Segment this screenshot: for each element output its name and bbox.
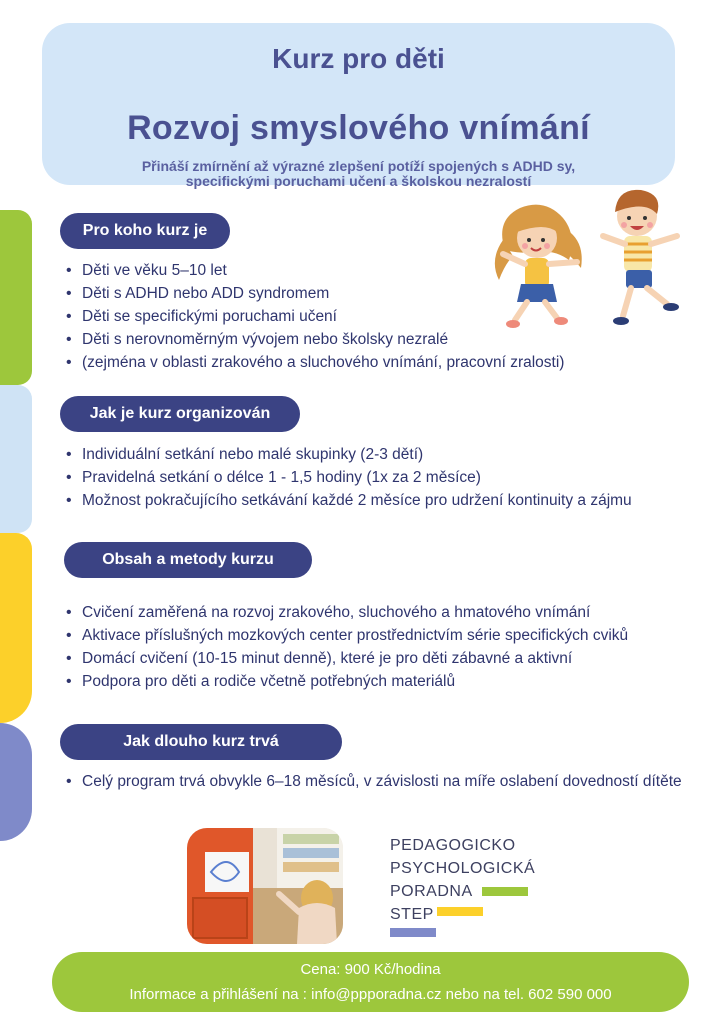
list-item: • Individuální setkání nebo malé skupinky (2-3 dětí) — [62, 443, 632, 466]
organization-list — [62, 443, 632, 512]
list-item: • Domácí cvičení (10-15 minut denně), které je pro děti zábavné a aktivní — [62, 647, 628, 670]
side-bar-yellow — [0, 533, 32, 723]
header-kicker: Kurz pro děti — [272, 43, 445, 74]
subtitle-line-1: Přináší zmírnění až výrazné zlepšení potíží spojených s ADHD sy, — [141, 158, 576, 174]
logo-line-4: STEP — [390, 906, 434, 923]
logo-line-3: PORADNA — [390, 883, 473, 900]
list-item: • Děti ve věku 5–10 let — [62, 259, 564, 282]
logo-bar-violet — [390, 928, 436, 937]
footer-banner — [52, 952, 689, 1012]
list-item: • Děti se specifickými poruchami učení — [62, 305, 564, 328]
footer-price: Cena: 900 Kč/hodina — [300, 961, 441, 978]
list-item: • Děti s ADHD nebo ADD syndromem — [62, 282, 564, 305]
list-item: • Cvičení zaměřená na rozvoj zrakového, sluchového a hmatového vnímání — [62, 601, 628, 624]
side-bar-violet — [0, 723, 32, 841]
who-list — [62, 259, 564, 374]
header-card — [42, 23, 675, 189]
child-photo — [187, 828, 343, 944]
subtitle-line-2: specifickými poruchami učení a školskou nezralostí — [185, 173, 532, 189]
section-heading-duration: Jak dlouho kurz trvá — [60, 724, 342, 760]
side-bar-blue — [0, 385, 32, 533]
page-title: Rozvoj smyslového vnímání — [127, 109, 590, 147]
side-bar-green — [0, 210, 32, 385]
footer-contact: Informace a přihlášení na : info@ppporadna.cz nebo na tel. 602 590 000 — [129, 986, 612, 1003]
logo-bar-yellow — [437, 907, 483, 916]
list-item: • (zejména v oblasti zrakového a sluchového vnímání, pracovní zralosti) — [62, 351, 564, 374]
list-item: • Podpora pro děti a rodiče včetně potřebných materiálů — [62, 670, 628, 693]
section-heading-organization: Jak je kurz organizován — [60, 396, 300, 432]
list-item: • Aktivace příslušných mozkových center prostřednictvím série specifických cviků — [62, 624, 628, 647]
list-item: • Celý program trvá obvykle 6–18 měsíců, v závislosti na míře oslabení dovedností dítěte — [62, 770, 682, 794]
list-item: • Děti s nerovnoměrným vývojem nebo školsky nezralé — [62, 328, 564, 351]
boy-figure — [603, 190, 679, 325]
content-list — [62, 601, 628, 693]
section-heading-content: Obsah a metody kurzu — [64, 542, 312, 578]
list-item: • Pravidelná setkání o délce 1 - 1,5 hodiny (1x za 2 měsíce) — [62, 466, 632, 489]
logo-bar-green — [482, 887, 528, 896]
logo-line-2: PSYCHOLOGICKÁ — [390, 860, 536, 877]
section-heading-who: Pro koho kurz je — [60, 213, 230, 249]
duration-list — [62, 770, 682, 794]
logo-line-1: PEDAGOGICKO — [390, 837, 516, 854]
list-item: • Možnost pokračujícího setkávání každé 2 měsíce pro udržení kontinuity a zájmu — [62, 489, 632, 512]
